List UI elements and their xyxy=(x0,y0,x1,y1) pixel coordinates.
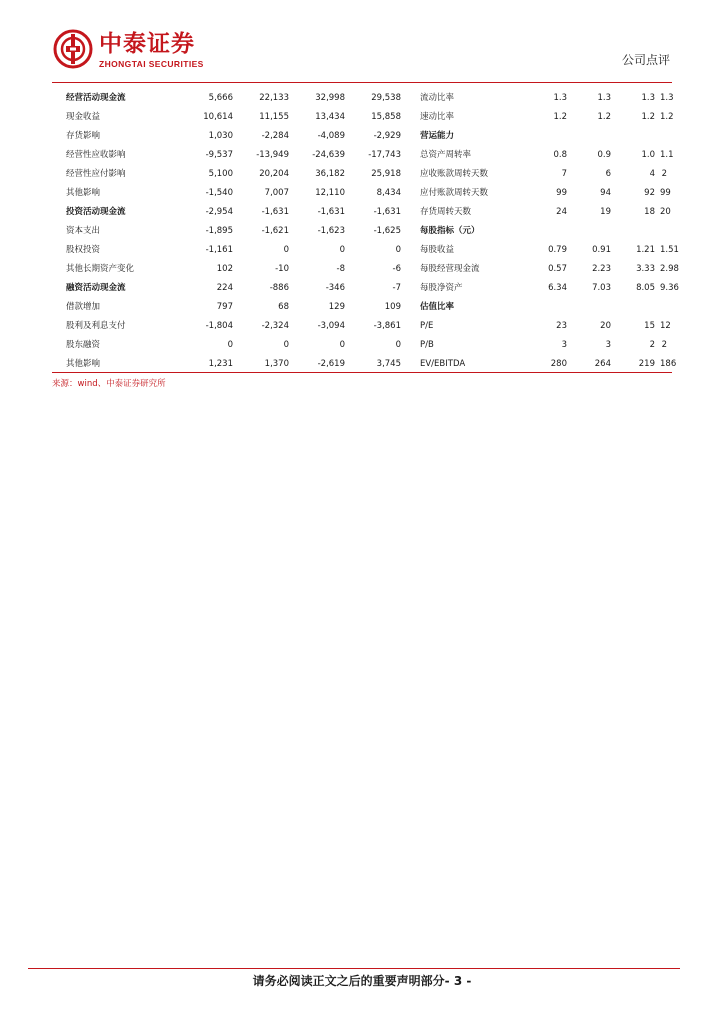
cell-value-left: 32,998 xyxy=(315,93,345,103)
page-header xyxy=(0,0,724,90)
cell-value-left: 13,434 xyxy=(315,112,345,122)
cell-value-left: -1,631 xyxy=(317,207,345,217)
cell-value-left: 36,182 xyxy=(315,169,345,179)
cell-value-left: -2,929 xyxy=(373,131,401,141)
cell-value-right: 0.91 xyxy=(592,245,611,255)
row-label-left: 股利及利息支付 xyxy=(66,321,126,331)
report-type: 公司点评 xyxy=(621,53,670,67)
cell-value-left: -10 xyxy=(275,264,289,274)
row-label-right: 总资产周转率 xyxy=(420,150,472,160)
cell-value-left: -1,895 xyxy=(205,226,233,236)
row-label-left: 融资活动现金流 xyxy=(66,283,126,293)
row-label-left: 其他影响 xyxy=(66,188,101,198)
cell-value-right: 20 xyxy=(600,321,611,331)
cell-value-right: 99 xyxy=(556,188,567,198)
cell-value-left: 1,231 xyxy=(208,359,233,369)
cell-value-right: 0.79 xyxy=(548,245,567,255)
cell-value-left: -13,949 xyxy=(256,150,289,160)
cell-value-left: 7,007 xyxy=(264,188,289,198)
cell-value-right xyxy=(572,298,616,317)
row-label-left: 其他长期资产变化 xyxy=(66,264,135,274)
cell-value-left: -2,619 xyxy=(317,359,345,369)
table-row xyxy=(52,127,672,146)
row-label-left: 股权投资 xyxy=(66,245,101,255)
cell-value-right xyxy=(572,127,616,146)
cell-value-right: 9.36 xyxy=(660,283,679,293)
table-row xyxy=(52,89,672,108)
cell-value-left: 0 xyxy=(339,245,345,255)
row-label-left: 资本支出 xyxy=(66,226,101,236)
cell-value-left: -9,537 xyxy=(205,150,233,160)
cell-value-left: -1,540 xyxy=(205,188,233,198)
cell-value-right: 0.57 xyxy=(548,264,567,274)
cell-value-left: 0 xyxy=(227,340,233,350)
cell-value-right: 92 xyxy=(644,188,655,198)
cell-value-right xyxy=(616,222,660,241)
table-row xyxy=(52,241,672,260)
cell-value-right: 2 xyxy=(661,340,667,350)
cell-value-left: 20,204 xyxy=(259,169,289,179)
page-number: - 3 - xyxy=(444,974,472,988)
row-label-left: 股东融资 xyxy=(66,340,101,350)
header-divider xyxy=(52,82,672,83)
cell-value-right xyxy=(660,222,672,241)
cell-value-left: 0 xyxy=(395,340,401,350)
row-label-right: 每股经营现金流 xyxy=(420,264,480,274)
cell-value-left: 3,745 xyxy=(376,359,401,369)
row-label-right: P/B xyxy=(420,340,434,350)
row-label-left: 现金收益 xyxy=(66,112,101,122)
cell-value-right: 3 xyxy=(605,340,611,350)
cell-value-left: -1,625 xyxy=(373,226,401,236)
brand-name-en: ZHONGTAI SECURITIES xyxy=(99,59,204,69)
footer-divider xyxy=(28,968,680,969)
financial-table xyxy=(52,89,679,374)
cell-value-left: -1,623 xyxy=(317,226,345,236)
cell-value-right: 0.8 xyxy=(553,150,567,160)
row-label-left: 经营活动现金流 xyxy=(66,93,126,103)
cell-value-left: 0 xyxy=(395,245,401,255)
cell-value-right xyxy=(660,298,672,317)
table-row xyxy=(52,146,672,165)
row-label-right: 应付账款周转天数 xyxy=(420,188,489,198)
cell-value-left: -1,621 xyxy=(261,226,289,236)
cell-value-right: 2 xyxy=(649,340,655,350)
row-label-right: P/E xyxy=(420,321,434,331)
cell-value-left: -6 xyxy=(392,264,401,274)
cell-value-right: 264 xyxy=(594,359,611,369)
cell-value-right: 1.3 xyxy=(641,93,655,103)
table-row xyxy=(52,222,672,241)
cell-value-right: 7.03 xyxy=(592,283,611,293)
cell-value-left: 5,100 xyxy=(208,169,233,179)
cell-value-left: 1,030 xyxy=(208,131,233,141)
cell-value-right: 2 xyxy=(661,169,667,179)
financial-table-body xyxy=(52,89,679,374)
cell-value-right: 7 xyxy=(561,169,567,179)
table-row xyxy=(52,260,672,279)
cell-value-right xyxy=(524,298,572,317)
cell-value-left: -7 xyxy=(392,283,401,293)
cell-value-left: 8,434 xyxy=(376,188,401,198)
cell-value-right: 99 xyxy=(660,188,671,198)
cell-value-left: -3,861 xyxy=(373,321,401,331)
cell-value-left: 12,110 xyxy=(315,188,345,198)
cell-value-right: 1.3 xyxy=(553,93,567,103)
cell-value-right: 1.1 xyxy=(660,150,674,160)
cell-value-right: 19 xyxy=(600,207,611,217)
table-row xyxy=(52,184,672,203)
cell-value-right: 12 xyxy=(660,321,671,331)
table-row xyxy=(52,317,672,336)
cell-value-right: 1.21 xyxy=(636,245,655,255)
row-label-right: 营运能力 xyxy=(420,131,455,141)
cell-value-right xyxy=(616,298,660,317)
cell-value-right: 8.05 xyxy=(636,283,655,293)
row-label-left: 其他影响 xyxy=(66,359,101,369)
cell-value-left: -24,639 xyxy=(312,150,345,160)
zhongtai-logo-icon xyxy=(53,29,93,69)
cell-value-right: 2.23 xyxy=(592,264,611,274)
cell-value-left: 0 xyxy=(283,340,289,350)
cell-value-right: 0.9 xyxy=(597,150,611,160)
cell-value-right xyxy=(524,127,572,146)
cell-value-right: 23 xyxy=(556,321,567,331)
cell-value-left: -17,743 xyxy=(368,150,401,160)
cell-value-right: 20 xyxy=(660,207,671,217)
cell-value-right: 1.3 xyxy=(597,93,611,103)
cell-value-left: 797 xyxy=(216,302,233,312)
cell-value-left: 102 xyxy=(216,264,233,274)
cell-value-left: 129 xyxy=(328,302,345,312)
cell-value-right: 6 xyxy=(605,169,611,179)
cell-value-right: 94 xyxy=(600,188,611,198)
cell-value-right: 3 xyxy=(561,340,567,350)
cell-value-left: -346 xyxy=(325,283,345,293)
row-label-right: 每股净资产 xyxy=(420,283,463,293)
cell-value-left: 10,614 xyxy=(203,112,233,122)
cell-value-left: 5,666 xyxy=(208,93,233,103)
row-label-right: 速动比率 xyxy=(420,112,455,122)
cell-value-right: 1.51 xyxy=(660,245,679,255)
cell-value-right xyxy=(524,222,572,241)
cell-value-left: -4,089 xyxy=(317,131,345,141)
cell-value-right: 2.98 xyxy=(660,264,679,274)
row-label-right: 存货周转天数 xyxy=(420,207,472,217)
cell-value-right: 1.2 xyxy=(597,112,611,122)
row-label-right: EV/EBITDA xyxy=(420,359,466,369)
cell-value-left: 68 xyxy=(278,302,289,312)
brand-name-cn: 中泰证券 xyxy=(99,31,195,57)
table-row xyxy=(52,203,672,222)
cell-value-right xyxy=(660,127,672,146)
cell-value-right: 3.33 xyxy=(636,264,655,274)
cell-value-right: 1.3 xyxy=(660,93,674,103)
cell-value-right xyxy=(616,127,660,146)
row-label-right: 流动比率 xyxy=(420,93,455,103)
cell-value-left: -2,954 xyxy=(205,207,233,217)
cell-value-left: -886 xyxy=(269,283,289,293)
source-note: 来源：wind、中泰证券研究所 xyxy=(52,379,166,389)
cell-value-left: 25,918 xyxy=(371,169,401,179)
cell-value-right: 6.34 xyxy=(548,283,567,293)
cell-value-left: -1,631 xyxy=(261,207,289,217)
row-label-left: 经营性应收影响 xyxy=(66,150,126,160)
table-row xyxy=(52,165,672,184)
cell-value-left: 109 xyxy=(384,302,401,312)
row-label-left: 投资活动现金流 xyxy=(66,207,126,217)
cell-value-left: 224 xyxy=(216,283,233,293)
table-row xyxy=(52,336,672,355)
cell-value-left: -1,804 xyxy=(205,321,233,331)
cell-value-right: 15 xyxy=(644,321,655,331)
row-label-right: 每股收益 xyxy=(420,245,455,255)
cell-value-right: 4 xyxy=(649,169,655,179)
cell-value-left: 0 xyxy=(283,245,289,255)
cell-value-right: 1.2 xyxy=(660,112,674,122)
cell-value-right: 219 xyxy=(638,359,655,369)
footer-disclaimer: 请务必阅读正文之后的重要声明部分 xyxy=(252,974,445,988)
footer xyxy=(0,974,724,988)
table-row xyxy=(52,279,672,298)
row-label-left: 存货影响 xyxy=(66,131,101,141)
cell-value-right: 1.2 xyxy=(553,112,567,122)
cell-value-right: 24 xyxy=(556,207,567,217)
cell-value-left: -2,324 xyxy=(261,321,289,331)
cell-value-left: 15,858 xyxy=(371,112,401,122)
cell-value-right: 18 xyxy=(644,207,655,217)
row-label-right: 估值比率 xyxy=(420,302,455,312)
cell-value-left: 22,133 xyxy=(259,93,289,103)
cell-value-right: 280 xyxy=(550,359,567,369)
cell-value-left: -8 xyxy=(336,264,345,274)
cell-value-left: -3,094 xyxy=(317,321,345,331)
row-label-right: 每股指标（元） xyxy=(420,226,480,236)
row-label-right: 应收账款周转天数 xyxy=(420,169,489,179)
cell-value-left: 11,155 xyxy=(259,112,289,122)
cell-value-left: 0 xyxy=(339,340,345,350)
cell-value-left: -1,161 xyxy=(205,245,233,255)
cell-value-right xyxy=(572,222,616,241)
table-row xyxy=(52,298,672,317)
cell-value-right: 1.0 xyxy=(641,150,655,160)
table-bottom-rule xyxy=(52,372,672,373)
cell-value-left: -2,284 xyxy=(261,131,289,141)
row-label-left: 借款增加 xyxy=(66,302,101,312)
cell-value-right: 186 xyxy=(660,359,677,369)
cell-value-left: 1,370 xyxy=(264,359,289,369)
cell-value-left: 29,538 xyxy=(371,93,401,103)
row-label-left: 经营性应付影响 xyxy=(66,169,126,179)
cell-value-left: -1,631 xyxy=(373,207,401,217)
table-row xyxy=(52,108,672,127)
cell-value-right: 1.2 xyxy=(641,112,655,122)
